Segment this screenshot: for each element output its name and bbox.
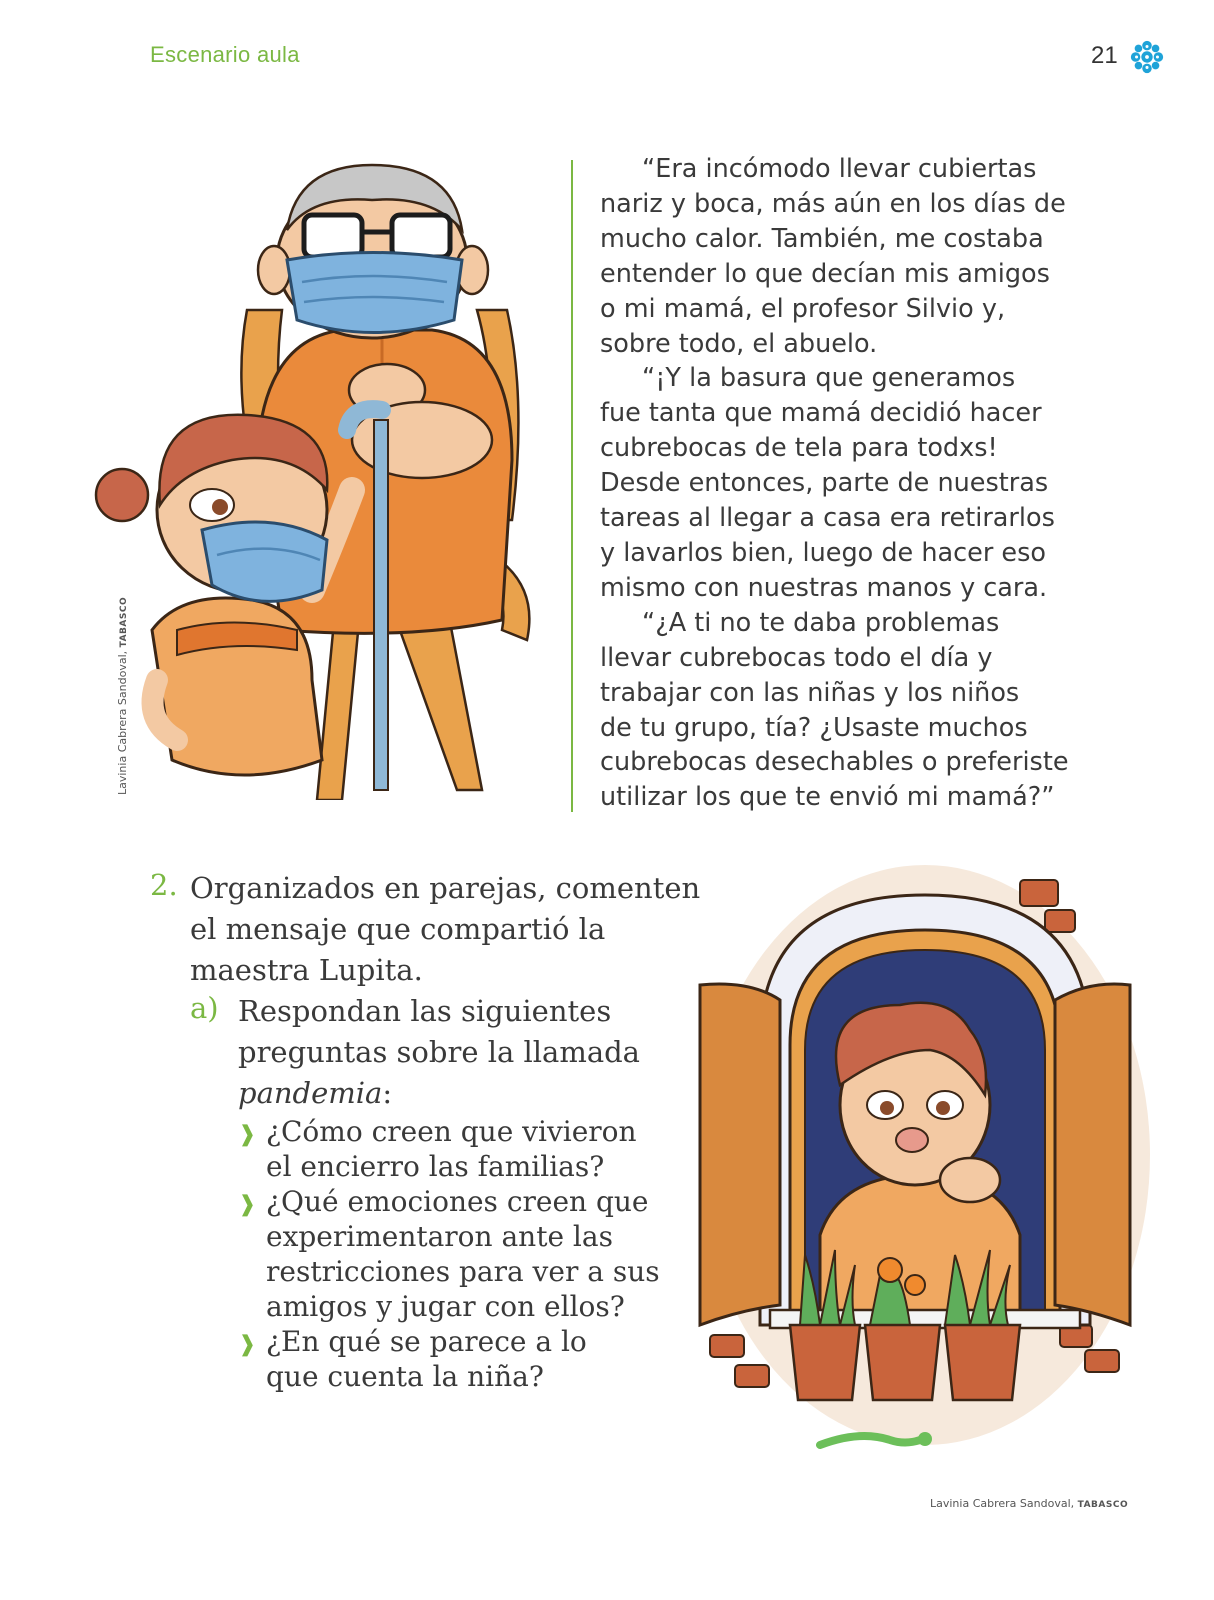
chevron-right-icon: ❱	[238, 1332, 257, 1357]
chevron-right-icon: ❱	[238, 1192, 257, 1217]
question-item: ❱ ¿En qué se parece a lo que cuenta la niña?	[238, 1325, 587, 1393]
question-list	[238, 1114, 710, 1394]
grandpa-girl-illustration	[82, 160, 552, 800]
emphasis-pandemia: pandemia	[238, 1076, 383, 1110]
narrative-text	[600, 152, 1120, 815]
page-number: 21	[1091, 42, 1118, 69]
question-item: ❱ ¿Cómo creen que vivieron el encierro las familias?	[238, 1115, 637, 1183]
activity-block	[150, 868, 710, 1394]
illustration-credit-vertical: Lavinia Cabrera Sandoval, TABASCO	[116, 596, 129, 795]
sub-activity-text: Respondan las siguientes preguntas sobre la llamada pandemia:	[238, 994, 640, 1110]
section-title: Escenario aula	[150, 42, 300, 67]
column-divider	[571, 160, 573, 812]
chevron-right-icon: ❱	[238, 1122, 257, 1147]
question-item: ❱ ¿Qué emociones creen que experimentaron ante las restricciones para ver a sus amigos y jugar con ellos?	[238, 1185, 660, 1323]
narrative-paragraph: “¿A ti no te daba problemas llevar cubrebocas todo el día y trabajar con las niñas y los niños de tu grupo, tía? ¿Usaste muchos cubrebocas desechables o preferiste utilizar los que te envió mi mamá?”	[600, 607, 1069, 813]
sub-activity-a	[150, 991, 710, 1114]
illustration-credit-bottom: Lavinia Cabrera Sandoval, TABASCO	[930, 1497, 1129, 1510]
boy-window-illustration	[690, 855, 1150, 1470]
sub-activity-letter: a)	[190, 991, 219, 1025]
narrative-paragraph: “¡Y la basura que generamos fue tanta que mamá decidió hacer cubrebocas de tela para todxs! Desde entonces, parte de nuestras tareas al llegar a casa era retirarlos y lavarlos bien, luego de hacer eso mismo con nuestras manos y cara.	[600, 363, 1055, 603]
narrative-paragraph: “Era incómodo llevar cubiertas nariz y boca, más aún en los días de mucho calor. También, me costaba entender lo que decían mis amigos o mi mamá, el profesor Silvio y, sobre todo, el abuelo.	[600, 154, 1066, 359]
snowflake-logo-icon	[1128, 38, 1166, 76]
activity-number: 2.	[150, 868, 178, 902]
activity-instruction: Organizados en parejas, comenten el mensaje que compartió la maestra Lupita.	[190, 871, 701, 987]
